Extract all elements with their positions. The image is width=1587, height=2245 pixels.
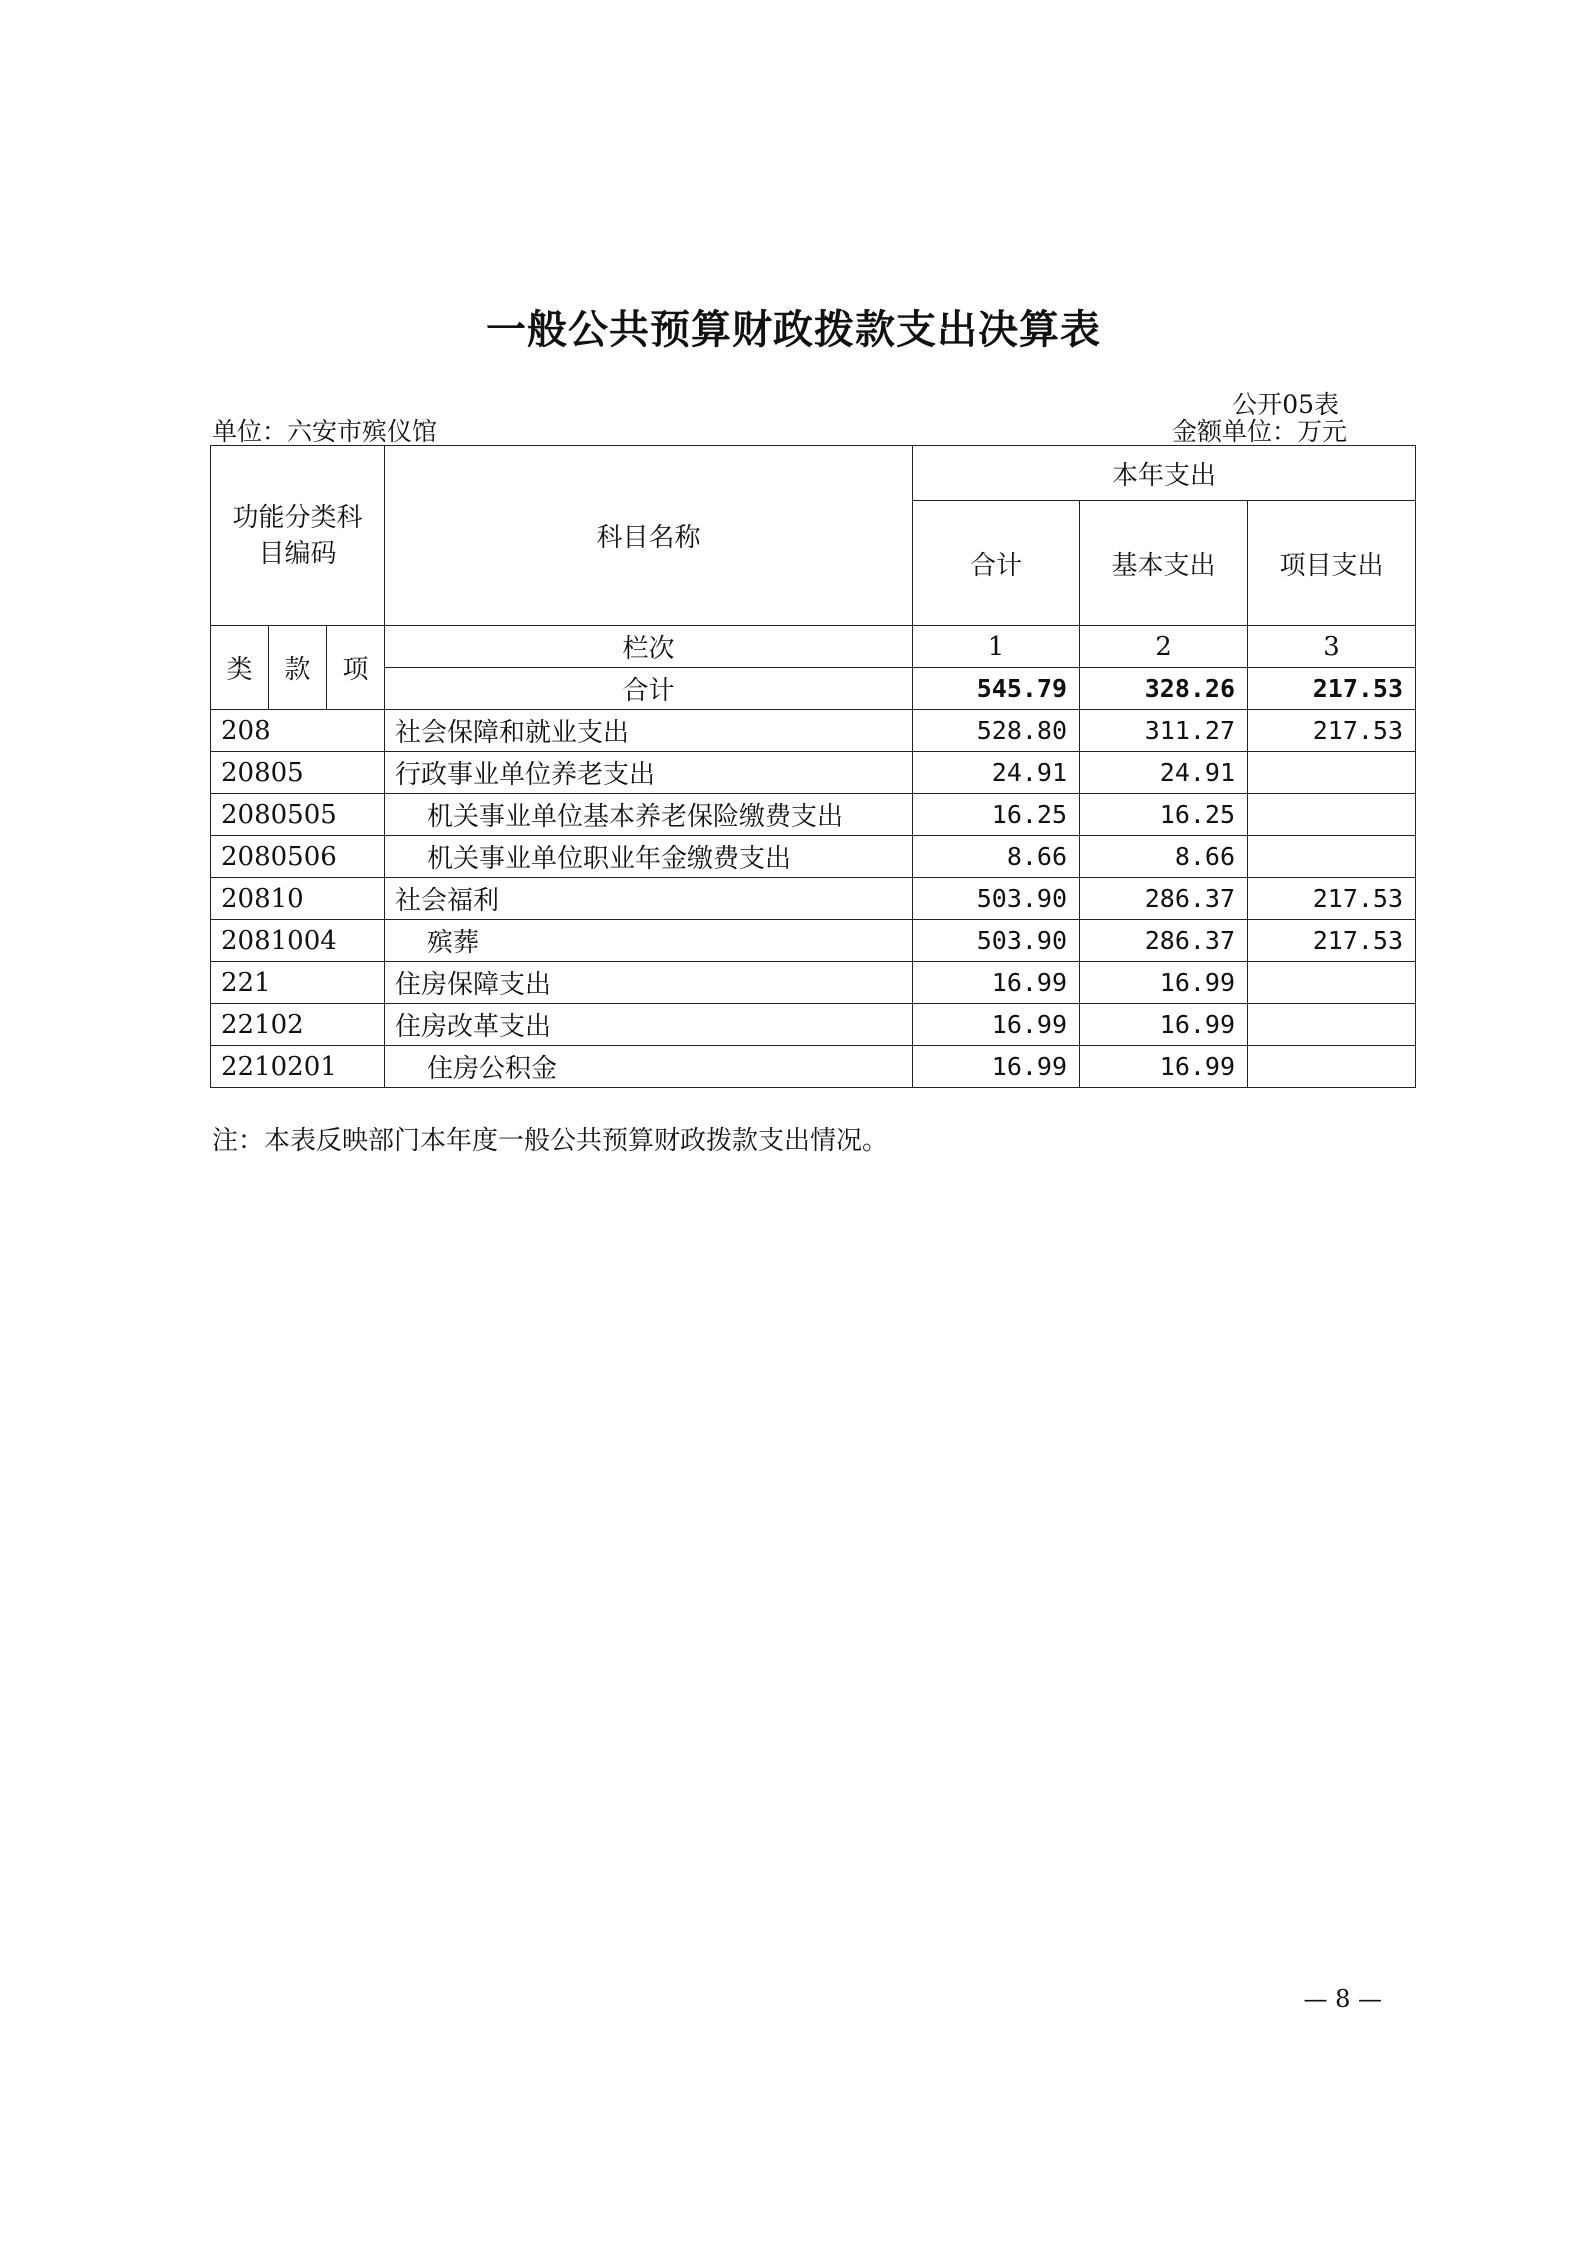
row-basic: 16.99 bbox=[1080, 962, 1248, 1004]
row-total: 16.99 bbox=[913, 1004, 1080, 1046]
row-total: 16.25 bbox=[913, 794, 1080, 836]
column-label: 栏次 bbox=[385, 626, 913, 668]
row-code: 2080505 bbox=[211, 794, 385, 836]
header-current-year: 本年支出 bbox=[913, 446, 1416, 501]
column-number-1: 1 bbox=[913, 626, 1080, 668]
row-name: 住房保障支出 bbox=[385, 962, 913, 1004]
row-total: 16.99 bbox=[913, 1046, 1080, 1088]
header-project: 项目支出 bbox=[1248, 501, 1416, 626]
expenditure-table bbox=[210, 445, 1416, 1088]
row-total: 16.99 bbox=[913, 962, 1080, 1004]
row-name: 住房公积金 bbox=[385, 1046, 913, 1088]
column-number-row bbox=[211, 626, 1416, 668]
row-basic: 286.37 bbox=[1080, 920, 1248, 962]
row-total: 503.90 bbox=[913, 920, 1080, 962]
row-code: 2081004 bbox=[211, 920, 385, 962]
header-basic: 基本支出 bbox=[1080, 501, 1248, 626]
table-note: 注：本表反映部门本年度一般公共预算财政拨款支出情况。 bbox=[212, 1126, 889, 1156]
row-name: 住房改革支出 bbox=[385, 1004, 913, 1046]
row-basic: 16.99 bbox=[1080, 1004, 1248, 1046]
row-name: 机关事业单位基本养老保险缴费支出 bbox=[385, 794, 913, 836]
total-basic: 328.26 bbox=[1080, 668, 1248, 710]
header-function-code: 功能分类科目编码 bbox=[211, 446, 385, 626]
table-row bbox=[211, 710, 1416, 752]
currency-unit-label: 金额单位：万元 bbox=[1171, 417, 1347, 446]
row-total: 503.90 bbox=[913, 878, 1080, 920]
row-basic: 16.25 bbox=[1080, 794, 1248, 836]
table-row bbox=[211, 794, 1416, 836]
page-number: — 8 — bbox=[1303, 1985, 1382, 2013]
row-project: 217.53 bbox=[1248, 710, 1416, 752]
row-total: 24.91 bbox=[913, 752, 1080, 794]
table-row bbox=[211, 878, 1416, 920]
row-project: 217.53 bbox=[1248, 878, 1416, 920]
row-name: 社会保障和就业支出 bbox=[385, 710, 913, 752]
row-project: 217.53 bbox=[1248, 920, 1416, 962]
table-row bbox=[211, 1004, 1416, 1046]
header-total: 合计 bbox=[913, 501, 1080, 626]
column-number-2: 2 bbox=[1080, 626, 1248, 668]
table-row bbox=[211, 752, 1416, 794]
total-project: 217.53 bbox=[1248, 668, 1416, 710]
row-name: 机关事业单位职业年金缴费支出 bbox=[385, 836, 913, 878]
row-project bbox=[1248, 1046, 1416, 1088]
row-code: 2210201 bbox=[211, 1046, 385, 1088]
table-row bbox=[211, 920, 1416, 962]
document-title: 一般公共预算财政拨款支出决算表 bbox=[486, 307, 1101, 353]
total-row bbox=[211, 668, 1416, 710]
row-project bbox=[1248, 752, 1416, 794]
unit-label: 单位：六安市殡仪馆 bbox=[212, 417, 438, 446]
row-project bbox=[1248, 962, 1416, 1004]
row-basic: 286.37 bbox=[1080, 878, 1248, 920]
total-total: 545.79 bbox=[913, 668, 1080, 710]
row-basic: 8.66 bbox=[1080, 836, 1248, 878]
row-code: 2080506 bbox=[211, 836, 385, 878]
column-number-3: 3 bbox=[1248, 626, 1416, 668]
row-basic: 311.27 bbox=[1080, 710, 1248, 752]
row-code: 221 bbox=[211, 962, 385, 1004]
header-row-1 bbox=[211, 446, 1416, 501]
header-subject-name: 科目名称 bbox=[385, 446, 913, 626]
row-name: 殡葬 bbox=[385, 920, 913, 962]
row-basic: 24.91 bbox=[1080, 752, 1248, 794]
header-lei: 类 bbox=[211, 626, 269, 710]
row-basic: 16.99 bbox=[1080, 1046, 1248, 1088]
form-number: 公开05表 bbox=[1232, 390, 1339, 419]
row-name: 行政事业单位养老支出 bbox=[385, 752, 913, 794]
row-name: 社会福利 bbox=[385, 878, 913, 920]
header-kuan: 款 bbox=[269, 626, 327, 710]
row-project bbox=[1248, 794, 1416, 836]
row-total: 8.66 bbox=[913, 836, 1080, 878]
row-project bbox=[1248, 1004, 1416, 1046]
row-total: 528.80 bbox=[913, 710, 1080, 752]
table-row bbox=[211, 836, 1416, 878]
row-code: 20810 bbox=[211, 878, 385, 920]
header-xiang: 项 bbox=[327, 626, 385, 710]
table-row bbox=[211, 962, 1416, 1004]
total-label: 合计 bbox=[385, 668, 913, 710]
row-code: 22102 bbox=[211, 1004, 385, 1046]
row-project bbox=[1248, 836, 1416, 878]
row-code: 20805 bbox=[211, 752, 385, 794]
row-code: 208 bbox=[211, 710, 385, 752]
table-row bbox=[211, 1046, 1416, 1088]
